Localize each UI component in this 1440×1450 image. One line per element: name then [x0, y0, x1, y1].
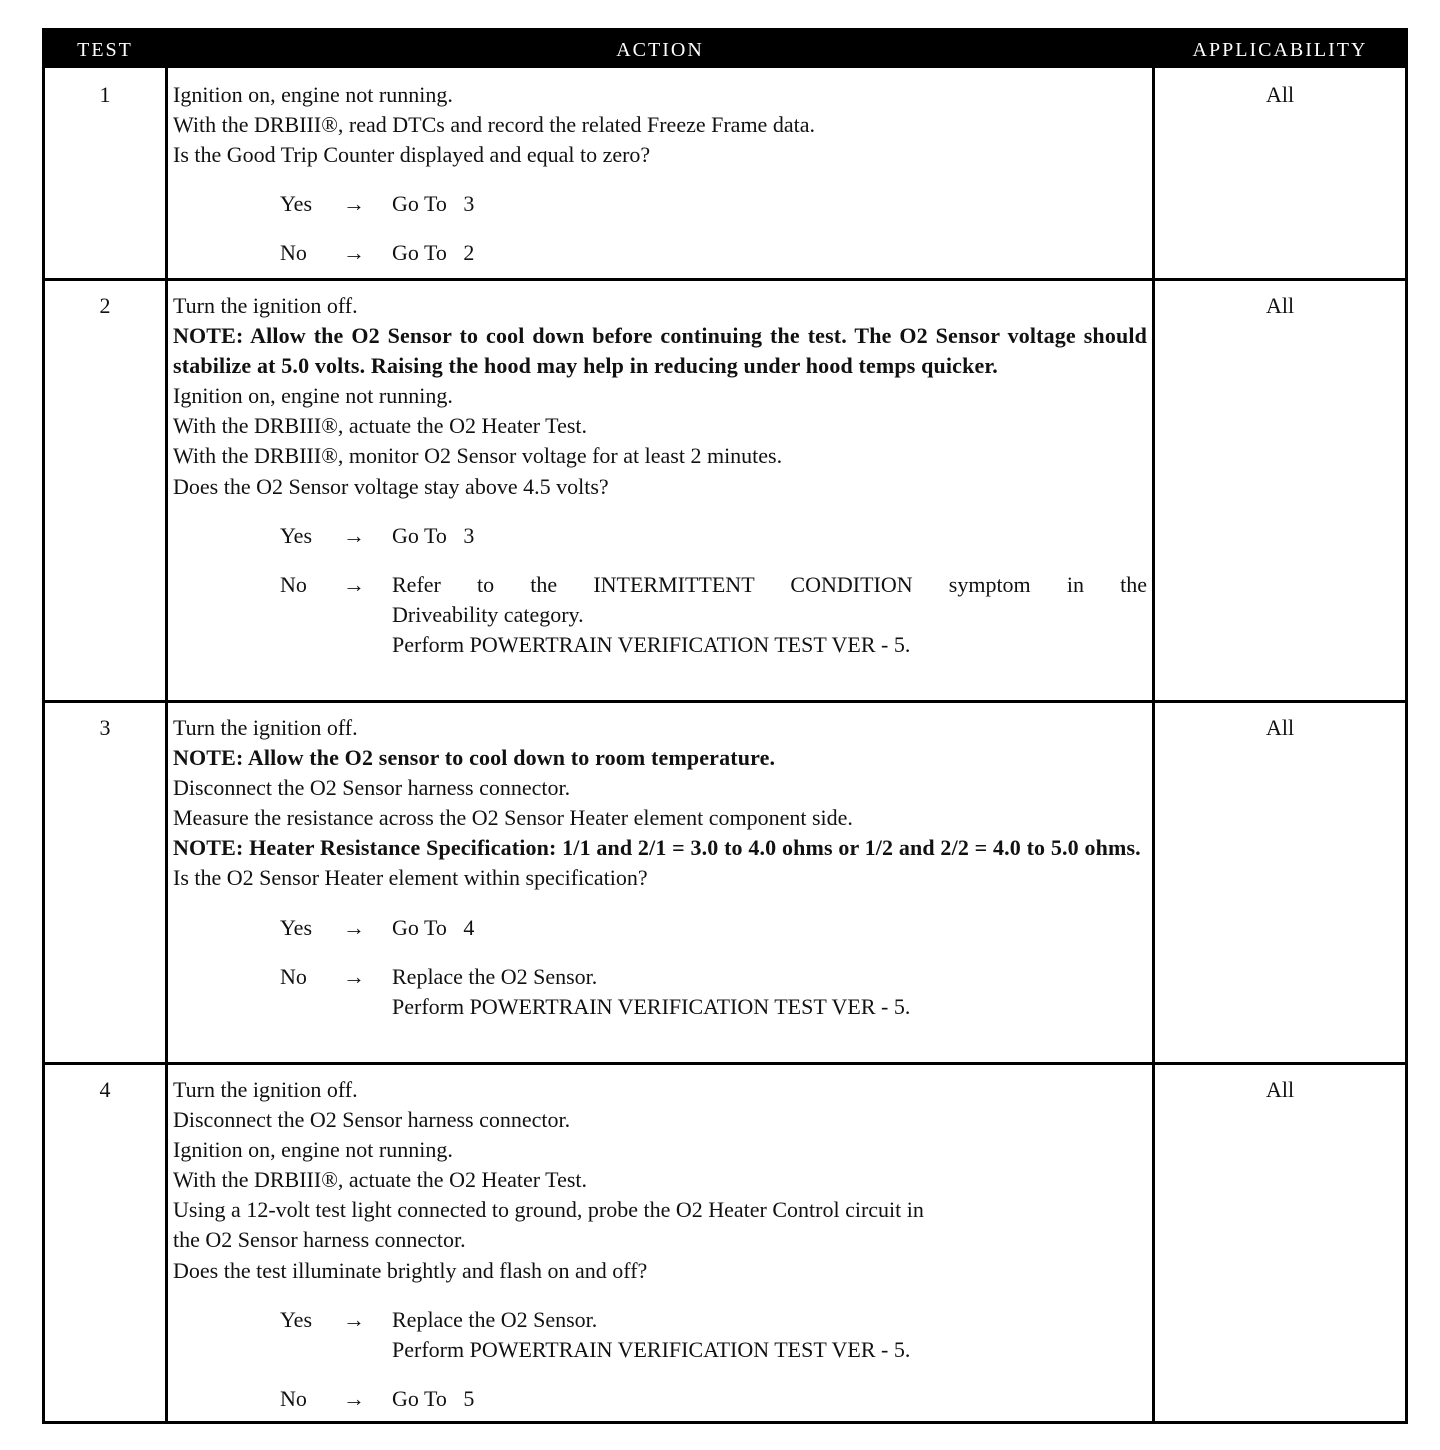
result-line: Go To 3 [392, 191, 475, 217]
yes-branch [173, 521, 1147, 551]
yes-label: Yes [280, 191, 313, 217]
action-line: Measure the resistance across the O2 Sensor Heater element component side. [173, 805, 853, 831]
action-line: Does the test illuminate brightly and flash on and off? [173, 1257, 648, 1283]
no-branch [173, 962, 1147, 1022]
no-branch [173, 238, 1147, 268]
no-label: No [280, 571, 307, 597]
result-line: Driveability category. [392, 601, 584, 627]
yes-branch [173, 1305, 1147, 1365]
applicability-1: All [1265, 82, 1295, 107]
no-label: No [280, 240, 307, 266]
action-line: With the DRBIII®, read DTCs and record the related Freeze Frame data. [173, 112, 815, 138]
yes-label: Yes [280, 1306, 313, 1332]
diagnostic-test-table [42, 28, 1408, 1424]
yes-result [392, 1305, 1147, 1365]
action-line: With the DRBIII®, actuate the O2 Heater Test. [173, 1167, 588, 1193]
result-line: Go To 5 [392, 1385, 475, 1411]
note-text: NOTE: Heater Resistance Specification: 1/1 and 2/1 = 3.0 to 4.0 ohms or 1/2 and 2/2 = 4.0 to 5.0 ohms. [173, 835, 1141, 861]
action-line: With the DRBIII®, actuate the O2 Heater Test. [173, 413, 588, 439]
result-line: Perform POWERTRAIN VERIFICATION TEST VER - 5. [392, 631, 911, 657]
no-result [392, 570, 1147, 660]
action-line: Turn the ignition off. [173, 293, 358, 318]
yes-result [392, 189, 1147, 219]
action-line: Turn the ignition off. [173, 715, 358, 740]
arrow-icon: → [343, 914, 365, 940]
note-text: NOTE: Allow the O2 Sensor to cool down before continuing the test. The O2 Sensor voltage should stabilize at 5.0 volts. Raising the hood may help in reducing under hood temps quicker. [173, 323, 1147, 379]
no-label: No [280, 1385, 307, 1411]
no-result [392, 962, 1147, 1022]
no-result [392, 238, 1147, 268]
arrow-icon: → [343, 1306, 365, 1332]
action-cell-1 [173, 80, 1147, 268]
yes-label: Yes [280, 914, 313, 940]
yes-branch [173, 189, 1147, 219]
arrow-icon: → [343, 1385, 365, 1411]
test-number-3: 3 [99, 715, 111, 740]
row-divider [45, 278, 1405, 281]
row-divider [45, 1062, 1405, 1065]
result-line: Replace the O2 Sensor. [392, 1306, 598, 1332]
yes-branch [173, 913, 1147, 943]
applicability-2: All [1265, 293, 1295, 318]
result-line: Perform POWERTRAIN VERIFICATION TEST VER - 5. [392, 993, 911, 1019]
action-line: Using a 12-volt test light connected to ground, probe the O2 Heater Control circuit in [173, 1197, 924, 1223]
arrow-icon: → [343, 522, 365, 548]
test-number-4: 4 [99, 1077, 111, 1102]
yes-result [392, 913, 1147, 943]
no-result [392, 1384, 1147, 1414]
result-line: Go To 3 [392, 522, 475, 548]
header-applicability: APPLICABILITY [1192, 39, 1368, 61]
test-number-1: 1 [99, 82, 111, 107]
action-line: Turn the ignition off. [173, 1077, 358, 1102]
applicability-3: All [1265, 715, 1295, 740]
no-branch [173, 1384, 1147, 1414]
result-line: Go To 4 [392, 914, 475, 940]
row-divider [45, 700, 1405, 703]
action-line: Ignition on, engine not running. [173, 1137, 453, 1163]
action-line: the O2 Sensor harness connector. [173, 1227, 466, 1253]
no-label: No [280, 963, 307, 989]
action-line: Disconnect the O2 Sensor harness connector. [173, 1107, 571, 1133]
result-line: Go To 2 [392, 240, 475, 266]
yes-label: Yes [280, 522, 313, 548]
action-cell-4 [173, 1075, 1147, 1414]
arrow-icon: → [343, 191, 365, 217]
result-line: Perform POWERTRAIN VERIFICATION TEST VER - 5. [392, 1336, 911, 1362]
action-line: Does the O2 Sensor voltage stay above 4.5 volts? [173, 473, 609, 499]
column-divider-test [165, 68, 168, 1421]
action-line: Is the O2 Sensor Heater element within specification? [173, 865, 648, 891]
test-number-2: 2 [99, 293, 111, 318]
yes-result [392, 521, 1147, 551]
action-cell-3 [173, 713, 1147, 1022]
arrow-icon: → [343, 963, 365, 989]
action-line: Is the Good Trip Counter displayed and equal to zero? [173, 142, 651, 168]
action-line: Disconnect the O2 Sensor harness connector. [173, 775, 571, 801]
applicability-4: All [1265, 1077, 1295, 1102]
action-line: Ignition on, engine not running. [173, 383, 453, 409]
action-line: With the DRBIII®, monitor O2 Sensor voltage for at least 2 minutes. [173, 443, 783, 469]
arrow-icon: → [343, 240, 365, 266]
note-text: NOTE: Allow the O2 sensor to cool down to room temperature. [173, 745, 776, 771]
result-line: Refer to the INTERMITTENT CONDITION symptom in the [392, 571, 1147, 597]
column-divider-applicability [1152, 68, 1155, 1421]
action-line: Ignition on, engine not running. [173, 82, 453, 107]
header-action: ACTION [616, 39, 704, 61]
header-test: TEST [77, 39, 133, 61]
table-header [45, 31, 1405, 68]
action-cell-2 [173, 291, 1147, 660]
no-branch [173, 570, 1147, 660]
result-line: Replace the O2 Sensor. [392, 963, 598, 989]
arrow-icon: → [343, 571, 365, 597]
